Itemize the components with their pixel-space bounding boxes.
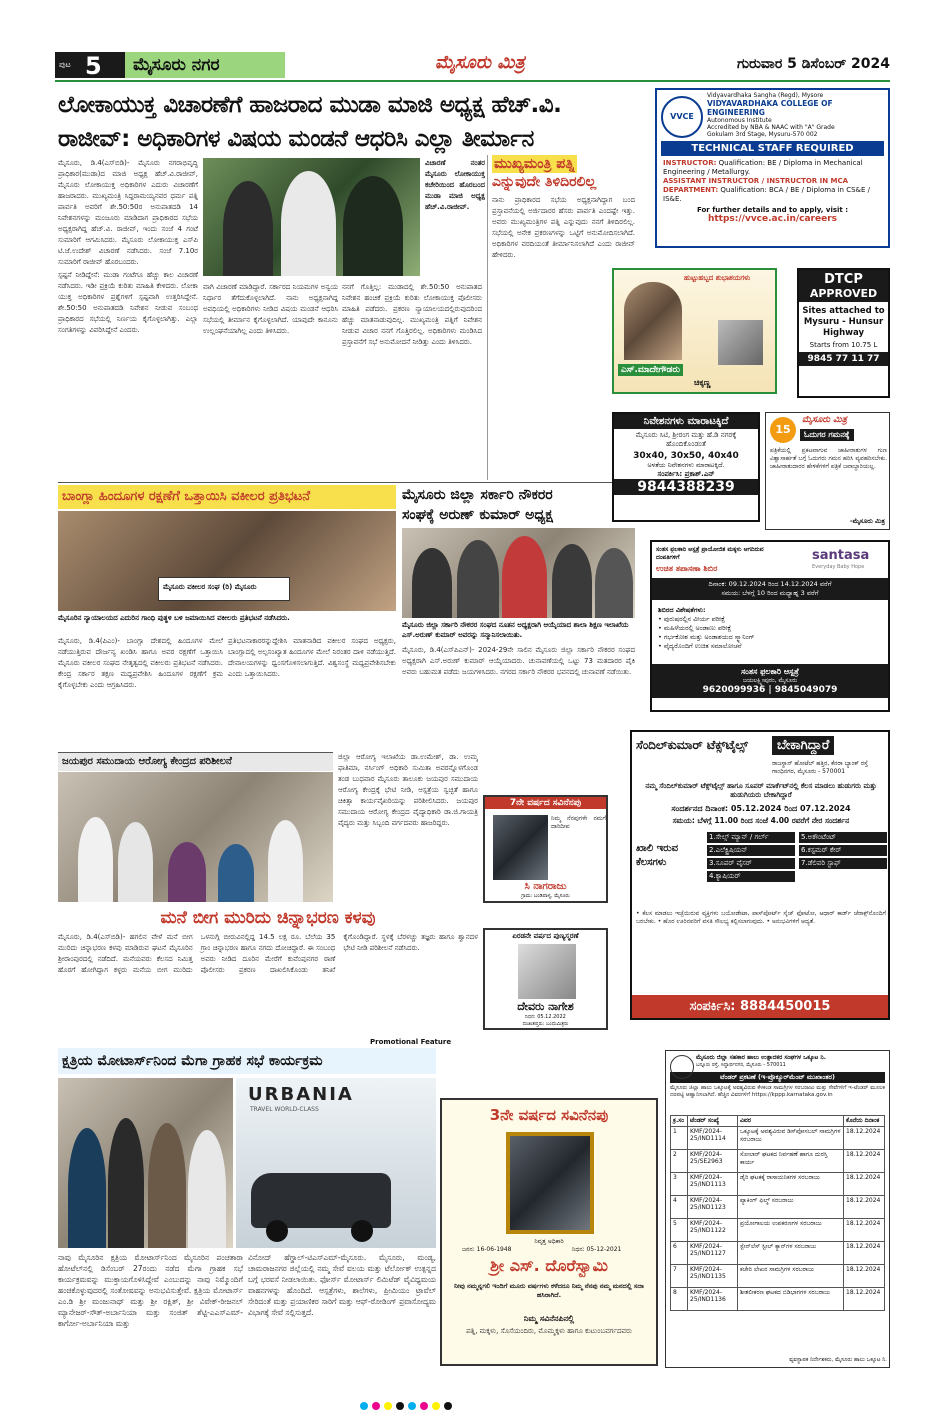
lead-headline: ಲೋಕಾಯುಕ್ತ ವಿಚಾರಣೆಗೆ ಹಾಜರಾದ ಮುಡಾ ಮಾಜಿ ಅಧ್ಯಕ್ಷ ಹೆಚ್.ವಿ. ರಾಜೀವ್: ಅಧಿಕಾರಿಗಳ ವಿಷಯ ಮಂಡನೆ ಆಧರಿಸಿ ಎಲ್ಲಾ ತೀರ್ಮಾನ [58, 92, 562, 152]
arun-caption: ಮೈಸೂರು ಜಿಲ್ಲಾ ಸರ್ಕಾರಿ ನೌಕರರ ಸಂಘದ ನೂತನ ಅಧ್ಯಕ್ಷರಾಗಿ ಆಯ್ಕೆಯಾದ ಶಾಲಾ ಶಿಕ್ಷಣ ಇಲಾಖೆಯ ಎಸ್.ಅರುಣ್ ಕುಮಾರ್ ಅವರನ್ನು ಸನ್ಮಾನಿಸಲಾಯಿತು. [402, 621, 629, 639]
bangla-banner: ಮೈಸೂರು ವಕೀಲರ ಸಂಘ (ರಿ) ಮೈಸೂರು [158, 577, 290, 601]
section-title: ಮೈಸೂರು ನಗರ [125, 52, 285, 78]
page-number-box [55, 52, 125, 78]
obituary-3-frame [506, 1132, 594, 1234]
tender-notice: ಮೈಸೂರು ಜಿಲ್ಲಾ ಸಹಕಾರ ಹಾಲು ಉತ್ಪಾದಕರ ಸಂಘಗಳ ಒಕ್ಕೂಟ ನಿ. ಬನ್ನೂರು ರಸ್ತೆ, ಸಿದ್ದಾರ್ಥನಗರ, ಮೈಸೂರು - 570011 ಟೆಂಡರ್ ಪ್ರಕಟಣೆ (ಇ-ಪ್ರೊಕ್ಯೂರ್‌ಮೆಂಟ್ ಮುಖಾಂತರ) ಮೈಸೂರು ಜಿಲ್ಲಾ ಹಾಲು ಒಕ್ಕೂಟಕ್ಕೆ ಅವಶ್ಯವಿರುವ ಕೆಳಕಂಡ ಸಾಮಗ್ರಿಗಳ ಸರಬರಾಜು ಮತ್ತು ಸೇವೆಗಳಿಗೆ ಇ-ಟೆಂಡರ್ ಮೂಲಕ ದರಪಟ್ಟಿ ಆಹ್ವಾನಿಸಲಾಗಿದೆ. ಹೆಚ್ಚಿನ ವಿವರಗಳಿಗೆ https://kppp.karnataka.gov.in ಕ್ರ.ಸಂ ಟೆಂಡರ್ ಸಂಖ್ಯೆ ವಿವರ ಕೊನೆಯ ದಿನಾಂಕ 1 KMF/2024-25/IND1114 ಒಕ್ಕೂಟಕ್ಕೆ ಅವಶ್ಯವಿರುವ ಡಿಸ್‌ಪೋಸಬಲ್ ಸಾಮಗ್ರಿಗಳ ಸರಬರಾಜು 18.12.2024 2 KMF/2024-25/SE2963 ಸೋಲಾರ್ ಘಟಕದ ನಿರ್ವಹಣೆ ಹಾಗೂ ದುರಸ್ತಿ ಕಾರ್ಯ 18.12.2024 3 KMF/2024-25/IND1113 ಡೈರಿ ಘಟಕಕ್ಕೆ ರಾಸಾಯನಿಕಗಳ ಸರಬರಾಜು 18.12.2024 4 KMF/2024-25/IND1123 ಪ್ಯಾಕಿಂಗ್ ಫಿಲ್ಮ್ ಸರಬರಾಜು 18.12.2024 5 KMF/2024-25/IND1122 ಪ್ರಯೋಗಾಲಯ ಉಪಕರಣಗಳ ಸರಬರಾಜು 18.12.2024 6 KMF/2024-25/IND1127 ಸ್ಟೇನ್‌ಲೆಸ್ ಸ್ಟೀಲ್ ಕ್ಯಾನ್‌ಗಳ ಸರಬರಾಜು 18.12.2024 7 KMF/2024-25/IND1135 ಕಚೇರಿ ಲೇಖನ ಸಾಮಗ್ರಿಗಳ ಸರಬರಾಜು 18.12.2024 8 KMF/2024-25/IND1136 ಶೀತಲೀಕರಣ ಘಟಕದ ಬಿಡಿಭಾಗಗಳ ಸರಬರಾಜು 18.12.2024 ವ್ಯವಸ್ಥಾಪಕ ನಿರ್ದೇಶಕರು, ಮೈಸೂರು ಹಾಲು ಒಕ್ಕೂಟ ನಿ. [665, 1050, 890, 1368]
birthday-photo-2 [718, 320, 763, 365]
table-row: 2 KMF/2024-25/SE2963 ಸೋಲಾರ್ ಘಟಕದ ನಿರ್ವಹಣೆ ಹಾಗೂ ದುರಸ್ತಿ ಕಾರ್ಯ 18.12.2024 [671, 1150, 885, 1173]
divider [58, 482, 635, 483]
ad-santasa: ಸಂತಸ ಫ಼ಲಕಾರಿ ಆಸ್ಪತ್ರೆ ಪ್ರಾಯೋಜಿತ ಮಕ್ಕಳು ಆಗದಿರುವ ದಂಪತಿಗಳಿಗೆ ಉಚಿತ ತಪಾಸಣಾ ಶಿಬಿರ santasa Everyday Baby Hope ದಿನಾಂಕ: 09.12.2024 ರಿಂದ 14.12.2024 ವರೆಗೆ ಸಮಯ: ಬೆಳಗ್ಗೆ 10 ರಿಂದ ಮಧ್ಯಾಹ್ನ 3 ವರೆಗೆ ಶಿಬಿರದ ವಿಶೇಷತೆಗಳು: • ಪುರುಷರಲ್ಲಿನ ವೀರ್ಯ ಪರೀಕ್ಷೆ • ಮಹಿಳೆಯರಲ್ಲಿ ಅಂಡಾಣು ಪರೀಕ್ಷೆ • ಗರ್ಭಕೋಶ ಮತ್ತು ಅಂಡಾಶಯದ ಸ್ಕ್ಯಾನಿಂಗ್ • ವೈದ್ಯರೊಂದಿಗೆ ಉಚಿತ ಸಮಾಲೋಚನೆ ಸಂತಸ ಫ಼ಲಕಾರಿ ಆಸ್ಪತ್ರೆ ಜಯಲಕ್ಷ್ಮೀಪುರಂ, ಮೈಸೂರು 9620099936 | 9845049079 [650, 540, 890, 712]
table-row: 1 KMF/2024-25/IND1114 ಒಕ್ಕೂಟಕ್ಕೆ ಅವಶ್ಯವಿರುವ ಡಿಸ್‌ಪೋಸಬಲ್ ಸಾಮಗ್ರಿಗಳ ಸರಬರಾಜು 18.12.2024 [671, 1127, 885, 1150]
sites-phone[interactable]: 9844388239 [614, 479, 758, 495]
obituary-2: ಏರಡನೇ ವರ್ಷದ ಪುಣ್ಯಸ್ಮರಣೆ ದೇವರು ನಾಗೇಶ ನಿಧನ: 05.12.2022 ದುಃಖತಪ್ತರು: ಬಂಧುಮಿತ್ರರು [483, 928, 608, 1030]
ad-textiles: ಸೆಂದಿಲ್‌ಕುಮಾರ್ ಟೆಕ್ಸ್‌ಟೈಲ್ಸ್ ಬೇಕಾಗಿದ್ದಾರೆ ರಾಜಸ್ಥಾನ್ ಹೋಟೆಲ್ ಹತ್ತಿರ, ಕೆನರಾ ಬ್ಯಾಂಕ್ ರಸ್ತೆ ಗಾಂಧಿನಗರ, ಮೈಸೂರು - 570001 ನಮ್ಮ ಸೆಂದಿಲ್‌ಕುಮಾರ್ ಟೆಕ್ಸ್‌ಟೈಲ್ಸ್ ಹಾಗೂ ಸೂಪರ್ ಮಾರ್ಕೆಟ್‌ನಲ್ಲಿ ಕೆಲಸ ಮಾಡಲು ಹುಡುಗರು ಮತ್ತು ಹುಡುಗಿಯರು ಬೇಕಾಗಿದ್ದಾರೆ ಸಂದರ್ಶನದ ದಿನಾಂಕ: 05.12.2024 ರಿಂದ 07.12.2024 ಸಮಯ: ಬೆಳಗ್ಗೆ 11.00 ರಿಂದ ಸಂಜೆ 4.00 ರವರೆಗೆ ನೇರ ಸಂದರ್ಶನ ಖಾಲಿ ಇರುವ ಕೆಲಸಗಳು 1.ಸೇಲ್ಸ್ ಮ್ಯಾನ್ / ಗರ್ಲ್ 2.ಎಲೆಕ್ಟ್ರಿಷಿಯನ್ 3.ಸೂಪರ್ ವೈಸರ್ 4.ಕ್ಯಾಷಿಯರ್ 5.ಅಕೌಂಟೆಂಟ್ 6.ಕಸ್ಟಮರ್ ಕೇರ್ 7.ಡೆಲಿವರಿ ಸ್ಟಾಫ್ • ಕೆಲಸ ಮಾಡಲು ಇಚ್ಛೆಯಿರುವ ವ್ಯಕ್ತಿಗಳು ಬಯೋಡೇಟಾ, ಪಾಸ್‌ಪೋರ್ಟ್ ಸೈಜ್ ಫೋಟೋ, ಆಧಾರ್ ಕಾರ್ಡ್ ಜೆರಾಕ್ಸ್‌ನೊಂದಿಗೆ ಬರಬೇಕು. • ಹೊರ ಊರಿನವರಿಗೆ ವಸತಿ ಸೌಲಭ್ಯ ಕಲ್ಪಿಸಲಾಗುವುದು. • ಅನುಭವಿಗಳಿಗೆ ಆದ್ಯತೆ. ಸಂಪರ್ಕಿಸಿ: 8884450015 [630, 730, 890, 1020]
obituary-2-photo [518, 944, 576, 999]
birthday-photo [624, 282, 682, 360]
table-row: 8 KMF/2024-25/IND1136 ಶೀತಲೀಕರಣ ಘಟಕದ ಬಿಡಿಭಾಗಗಳ ಸರಬರಾಜು 18.12.2024 [671, 1288, 885, 1311]
masthead-rule [55, 80, 890, 82]
ad-dtcp: DTCP APPROVED Sites attached to Mysuru - Hunsur Highway Starts from 10.75 L 9845 77 11 77 [797, 268, 890, 398]
dtcp-phone[interactable]: 9845 77 11 77 [799, 352, 888, 366]
arun-headline: ಮೈಸೂರು ಜಿಲ್ಲಾ ಸರ್ಕಾರಿ ನೌಕರರ ಸಂಘಕ್ಕೆ ಅರುಣ್ ಕುಮಾರ್ ಅಧ್ಯಕ್ಷ [402, 487, 553, 523]
kshatriya-photo [58, 1078, 233, 1248]
ad-sites: ನಿವೇಶನಗಳು ಮಾರಾಟಕ್ಕಿದೆ ಮೈಸೂರು ಸಿಟಿ, ಶ್ರೀರಂಗ ಮತ್ತು ಹೆ.ಡಿ ನಗರಕ್ಕೆ ಹೊಂದಿಕೊಂಡಂತೆ 30x40, 30x50, 40x40 ಅಳತೆಯ ನಿವೇಶನಗಳು ಮಾರಾಟಕ್ಕಿದೆ. ಸಂಪರ್ಕಿಸಿ: ಪ್ರಕಾಶ್.ಎನ್ 9844388239 [612, 412, 760, 522]
health-headline-bar: ಜಯಪುರ ಸಮುದಾಯ ಆರೋಗ್ಯ ಕೇಂದ್ರದ ಪರಿಶೀಲನೆ [58, 752, 333, 771]
theft-body: ಮೈಸೂರು, ಡಿ.4(ಎಸ್‌ಬಿಡಿ)- ಹಗಲಿನ ವೇಳೆ ಮನೆ ಬೀಗ ಮುರಿದು ಚಿನ್ನಾಭರಣ ಕಳವು ಮಾಡಿರುವ ಘಟನೆ ಮೈಸೂರಿನ ಶ್ರೀರಾಂಪುರದಲ್ಲಿ ನಡೆದಿದೆ. ಮನೆಯವರು ಕೆಲಸದ ನಿಮಿತ್ತ ಹೊರಗೆ ಹೋಗಿದ್ದಾಗ ಕಳ್ಳರು ಮನೆಯ ಬೀಗ ಮುರಿದು ಒಳನುಗ್ಗಿ ಬೀರುವಿನಲ್ಲಿದ್ದ 14.5 ಲಕ್ಷ ರೂ. ಬೆಲೆಯ 35 ಗ್ರಾಂ ಚಿನ್ನಾಭರಣ ಹಾಗೂ ನಗದು ದೋಚಿದ್ದಾರೆ. ಈ ಸಂಬಂಧ ಅವರು ನೀಡಿದ ದೂರಿನ ಮೇರೆಗೆ ಕುವೆಂಪುನಗರ ಠಾಣೆ ಪೊಲೀಸರು ಪ್ರಕರಣ ದಾಖಲಿಸಿಕೊಂಡು ತನಿಖೆ ಕೈಗೊಂಡಿದ್ದಾರೆ. ಸ್ಥಳಕ್ಕೆ ಬೆರಳಚ್ಚು ತಜ್ಞರು ಹಾಗೂ ಶ್ವಾನದಳ ಭೇಟಿ ನೀಡಿ ಪರಿಶೀಲನೆ ನಡೆಸಿದರು. [58, 933, 478, 974]
obituary-1-photo [493, 815, 548, 880]
sidebar-headline: ಮುಖ್ಯಮಂತ್ರಿ ಪತ್ನಿ ಎನ್ನುವುದೇ ತಿಳಿದಿರಲಿಲ್ಲ [492, 156, 597, 190]
bangla-caption: ಮೈಸೂರಿನ ನ್ಯಾಯಾಲಯದ ಎದುರಿನ ಗಾಂಧಿ ಪುತ್ಥಳಿ ಬಳಿ ಜಮಾಯಿಸಿದ ವಕೀಲರು ಪ್ರತಿಭಟನೆ ನಡೆಸಿದರು. [58, 614, 290, 622]
job-list: 1.ಸೇಲ್ಸ್ ಮ್ಯಾನ್ / ಗರ್ಲ್ 2.ಎಲೆಕ್ಟ್ರಿಷಿಯನ್ 3.ಸೂಪರ್ ವೈಸರ್ 4.ಕ್ಯಾಷಿಯರ್ 5.ಅಕೌಂಟೆಂಟ್ 6.ಕಸ್ಟಮರ್ ಕೇರ್ 7.ಡೆಲಿವರಿ ಸ್ಟಾಫ್ [707, 832, 887, 902]
textiles-contact[interactable]: ಸಂಪರ್ಕಿಸಿ: 8884450015 [632, 995, 888, 1018]
tender-logo [670, 1055, 694, 1079]
health-body: ಜಿಲ್ಲಾ ಆರೋಗ್ಯ ಇಲಾಖೆಯ ಡಾ.ಉಮೇಶ್, ಡಾ. ಉಮ್ಮ ಫಾತಿಮಾ, ನರ್ಸಿಂಗ್ ಅಧಿಕಾರಿ ಸುಮಿತಾ ಅವರನ್ನೊಳಗೊಂಡ ತಂಡ ಬುಧವಾರ ಮೈಸೂರು ತಾಲೂಕು ಜಯಪುರ ಸಮುದಾಯ ಆರೋಗ್ಯ ಕೇಂದ್ರಕ್ಕೆ ಭೇಟಿ ನೀಡಿ, ಆಸ್ಪತ್ರೆಯ ಸ್ವಚ್ಛತೆ ಹಾಗೂ ಚಿಕಿತ್ಸಾ ಕಾರ್ಯವೈಖರಿಯನ್ನು ಪರಿಶೀಲಿಸಿದರು. ಜಯಪುರ ಸಮುದಾಯ ಆರೋಗ್ಯ ಕೇಂದ್ರದ ವೈದ್ಯಾಧಿಕಾರಿ ಡಾ.ಜಿ.ಗಾಯತ್ರಿ ವೈದ್ಯರು ಮತ್ತು ಸಿಬ್ಬಂದಿ ವರ್ಗದವರು ಹಾಜರಿದ್ದರು. [338, 753, 478, 827]
santasa-phones[interactable]: 9620099936 | 9845049079 [702, 685, 838, 695]
ad-vvce: Vidyavardhaka Sangha (Regd), Mysore VVCE VIDYAVARDHAKA COLLEGE OF ENGINEERING Autonomous Institute Accredited by NBA & NAAC with "A" Grade Gokulam 3rd Stage, Mysuru-570 002 TECHNICAL STAFF REQUIRED INSTRUCTOR: Qualification: BE / Diploma in Mechanical Engineering / Metallurgy. ASSISTANT INSTRUCTOR / INSTRUCTOR IN MCA DEPARTMENT: Qualification: BCA / BE / Diploma in CS&E / IS&E. For further details and to apply, visit : https://vvce.ac.in/careers [655, 88, 890, 248]
theft-headline: ಮನೆ ಬೀಗ ಮುರಿದು ಚಿನ್ನಾಭರಣ ಕಳವು [160, 908, 376, 928]
lead-body-col3: ನನಗೆ ಗೊತ್ತಿಲ್ಲ: ಮುಡಾದಲ್ಲಿ ಶೇ.50:50 ಅನುಪಾತದ ನಿವೇಶನ ಹಂಚಿಕೆ ಪ್ರಕ್ರಿಯೆ ಕುರಿತು ಲೋಕಾಯುಕ್ತ ಪೊಲೀಸರು ಮಾಹಿತಿ ಪಡೆದರು. ಪ್ರಕರಣ ನ್ಯಾಯಾಲಯದಲ್ಲಿರುವುದರಿಂದ ಹೆಚ್ಚು ಮಾತನಾಡುವುದಿಲ್ಲ. ಮುಖ್ಯಮಂತ್ರಿ ಪತ್ನಿಗೆ ನಿವೇಶನ ನೀಡುವ ವಿಚಾರ ನನಗೆ ಗೊತ್ತಿರಲಿಲ್ಲ. ಅಧಿಕಾರಿಗಳು ಮಂಡಿಸಿದ ಪ್ರಸ್ತಾವನೆಗೆ ಸಭೆ ಅನುಮೋದನೆ ನೀಡಿತ್ತು ಎಂದು ತಿಳಿಸಿದರು. [342, 283, 482, 346]
obituary-3: 3ನೇ ವರ್ಷದ ಸವಿನೆನಪು ನಿವೃತ್ತ ಅಧಿಕಾರಿ ಜನನ: 16-06-1948 ನಿಧನ: 05-12-2021 ಶ್ರೀ ಎಸ್. ದೊರೆಸ್ವಾಮಿ ನೀವು ನಮ್ಮನ್ನಗಲಿ ಇಂದಿಗೆ ಮೂರು ವರ್ಷಗಳು ಕಳೆದರೂ ನಿಮ್ಮ ನೆನಪು ನಮ್ಮ ಮನದಲ್ಲಿ ಸದಾ ಹಸಿರಾಗಿದೆ. ನಿಮ್ಮ ಸವಿನೆನಪಿನಲ್ಲಿ ಪತ್ನಿ, ಮಕ್ಕಳು, ಸೊಸೆಯಂದಿರು, ಮೊಮ್ಮಕ್ಕಳು ಹಾಗೂ ಕುಟುಂಬವರ್ಗದವರು [440, 1098, 658, 1366]
table-row: 6 KMF/2024-25/IND1127 ಸ್ಟೇನ್‌ಲೆಸ್ ಸ್ಟೀಲ್ ಕ್ಯಾನ್‌ಗಳ ಸರಬರಾಜು 18.12.2024 [671, 1242, 885, 1265]
print-registration-marks [360, 1402, 590, 1410]
table-row: 5 KMF/2024-25/IND1122 ಪ್ರಯೋಗಾಲಯ ಉಪಕರಣಗಳ ಸರಬರಾಜು 18.12.2024 [671, 1219, 885, 1242]
arun-photo [402, 528, 635, 618]
sidebar-body: ನಾನು ಪ್ರಾಧಿಕಾರದ ಸಭೆಯ ಅಧ್ಯಕ್ಷನಾಗಿದ್ದಾಗ ಬಂದ ಪ್ರಸ್ತಾವನೆಯಲ್ಲಿ ಅರ್ಜಿದಾರರ ಹೆಸರು ಪಾರ್ವತಿ ಎಂದಷ್ಟೇ ಇತ್ತು. ಅವರು ಮುಖ್ಯಮಂತ್ರಿಗಳ ಪತ್ನಿ ಎನ್ನುವುದು ನನಗೆ ತಿಳಿದಿರಲಿಲ್ಲ. ಸಭೆಯಲ್ಲಿ ಅನೇಕ ಪ್ರಕರಣಗಳನ್ನು ಒಟ್ಟಿಗೆ ಅನುಮೋದಿಸಲಾಗಿದೆ. ಅಧಿಕಾರಿಗಳ ವರದಿಯಂತೆ ತೀರ್ಮಾನಿಸಲಾಗಿದೆ ಎಂದು ರಾಜೀವ್ ಹೇಳಿದರು. [492, 196, 635, 259]
table-row: 7 KMF/2024-25/IND1135 ಕಚೇರಿ ಲೇಖನ ಸಾಮಗ್ರಿಗಳ ಸರಬರಾಜು 18.12.2024 [671, 1265, 885, 1288]
arun-body: ಮೈಸೂರು, ಡಿ.4(ಎಸ್‌ಪಿಎನ್)- 2024-29ನೇ ಸಾಲಿನ ಮೈಸೂರು ಜಿಲ್ಲಾ ಸರ್ಕಾರಿ ನೌಕರರ ಸಂಘದ ಅಧ್ಯಕ್ಷರಾಗಿ ಎಸ್.ಅರುಣ್ ಕುಮಾರ್ ಆಯ್ಕೆಯಾದರು. ಚುನಾವಣೆಯಲ್ಲಿ ಒಟ್ಟು 73 ಮತದಾರರ ಪೈಕಿ ಅವರು ಬಹುಮತ ಪಡೆದು ಜಯಗಳಿಸಿದರು. ನಗರದ ಸರ್ಕಾರಿ ನೌಕರರ ಭವನದಲ್ಲಿ ಚುನಾವಣೆ ನಡೆಯಿತು. [402, 646, 635, 676]
bangla-photo [58, 511, 396, 611]
table-row: 3 KMF/2024-25/IND1113 ಡೈರಿ ಘಟಕಕ್ಕೆ ರಾಸಾಯನಿಕಗಳ ಸರಬರಾಜು 18.12.2024 [671, 1173, 885, 1196]
bangla-body: ಮೈಸೂರು, ಡಿ.4(ಪಿಎಂ)- ಬಾಂಗ್ಲಾ ದೇಶದಲ್ಲಿ ಹಿಂದೂಗಳ ಮೇಲೆ ನಡೆಯುತ್ತಿರುವ ದೌರ್ಜನ್ಯ ಖಂಡಿಸಿ ಹಾಗೂ ಅವರ ರಕ್ಷಣೆಗೆ ಒತ್ತಾಯಿಸಿ ಮೈಸೂರು ವಕೀಲರ ಸಂಘದ ನೇತೃತ್ವದಲ್ಲಿ ವಕೀಲರು ಪ್ರತಿಭಟನೆ ನಡೆಸಿದರು. ಕೇಂದ್ರ ಸರ್ಕಾರ ತಕ್ಷಣ ಮಧ್ಯಪ್ರವೇಶಿಸಿ ಹಿಂದೂಗಳ ರಕ್ಷಣೆಗೆ ಕ್ರಮ ಕೈಗೊಳ್ಳಬೇಕು ಎಂದು ಆಗ್ರಹಿಸಿದರು. [58, 637, 223, 689]
bangla-body-2: ಪ್ರತಿಭಟನಾಕಾರರನ್ನುದ್ದೇಶಿಸಿ ಮಾತನಾಡಿದ ವಕೀಲರ ಸಂಘದ ಅಧ್ಯಕ್ಷರು, ಬಾಂಗ್ಲಾದಲ್ಲಿ ಅಲ್ಪಸಂಖ್ಯಾತ ಹಿಂದೂಗಳ ಮೇಲೆ ನಿರಂತರ ದಾಳಿ ನಡೆಯುತ್ತಿದೆ. ದೇವಾಲಯಗಳನ್ನು ಧ್ವಂಸಗೊಳಿಸಲಾಗುತ್ತಿದೆ. ವಿಶ್ವಸಂಸ್ಥೆ ಮಧ್ಯಪ್ರವೇಶಿಸಬೇಕು ಎಂದು ಒತ್ತಾಯಿಸಿದರು. [228, 637, 396, 678]
mitra-badge: 15 [770, 417, 796, 443]
paper-name: ಮೈಸೂರು ಮಿತ್ರ [435, 52, 525, 73]
masthead [55, 50, 890, 80]
table-row: 4 KMF/2024-25/IND1123 ಪ್ಯಾಕಿಂಗ್ ಫಿಲ್ಮ್ ಸರಬರಾಜು 18.12.2024 [671, 1196, 885, 1219]
urbania-ad: URBANIA TRAVEL WORLD-CLASS [236, 1078, 436, 1248]
page-number: 5 [85, 52, 102, 80]
bangla-headline-bar: ಬಾಂಗ್ಲಾ ಹಿಂದೂಗಳ ರಕ್ಷಣೆಗೆ ಒತ್ತಾಯಿಸಿ ವಕೀಲರ ಪ್ರತಿಭಟನೆ [58, 485, 396, 509]
lead-body-col2: ವಾಗಿ ವಿಚಾರಣೆ ಮಾಡಿದ್ದಾರೆ. ಸರ್ಕಾರದ ನಿಯಮಗಳ ಅನ್ವಯ ನಿರ್ಧಾರ ತೆಗೆದುಕೊಳ್ಳಲಾಗಿದೆ. ನಾನು ಅಧ್ಯಕ್ಷನಾಗಿದ್ದ ಅವಧಿಯಲ್ಲಿ ಅಧಿಕಾರಿಗಳು ನೀಡಿದ ವಿಷಯ ಮಂಡನೆ ಆಧರಿಸಿ ಸಭೆಯಲ್ಲಿ ತೀರ್ಮಾನ ಕೈಗೊಳ್ಳಲಾಗಿದೆ. ಯಾವುದೇ ಕಾನೂನು ಉಲ್ಲಂಘನೆಯಾಗಿಲ್ಲ ಎಂದು ತಿಳಿಸಿದರು. [203, 283, 338, 335]
lead-photo [203, 158, 420, 276]
promo-label: Promotional Feature [370, 1038, 452, 1046]
issue-date: ಗುರುವಾರ 5 ಡಿಸೆಂಬರ್ 2024 [737, 56, 890, 72]
kshatriya-body-2: ವಿನೋದ್ ಹೆಗ್ಡಾಲ್-ಟಿಎಸ್‌ಎಮ್-ಮೈಸೂರು. ಮೈಸೂರು, ಮಂಡ್ಯ, ಚಾಮರಾಜನಗರ ಜಿಲ್ಲೆಯಲ್ಲಿ ನಮ್ಮ ಸೇವೆ ವಲಯ ಮತ್ತು ಟೆರ್ಲೋಕ್ ಉತ್ಪನ್ನದ ಬಗ್ಗೆ ಭರವಸೆ ನೀಡಲಾಯಿತು. ಫೋರ್ಸ್ ಮೋಟಾರ್ಸ್ ಲಿಮಿಟೆಡ್ ವೈವಿಧ್ಯಮಯ ವಾಹನಗಳನ್ನು ಹೊಂದಿದೆ. ಆಸ್ಪತ್ರೆಗಳು, ಶಾಲೆಗಳು, ಪ್ರೀಮಿಯಂ ಟ್ರಾವೆಲ್ ಸೇರಿದಂತೆ ಮತ್ತು ಪ್ರಯಾಣಿಕರ ಸಾರಿಗೆ ಮತ್ತು ಆಫ್-ರೋಡಿಂಗ್ ಪ್ರವಾಸೋದ್ಯಮ ವಿಭಾಗಕ್ಕೆ ಸೇವೆ ಸಲ್ಲಿಸುತ್ತದೆ. [248, 1253, 436, 1317]
health-photo [58, 772, 333, 902]
lead-photo-caption: ವಿಚಾರಣೆ ನಂತರ ಮೈಸೂರು ಲೋಕಾಯುಕ್ತ ಕಚೇರಿಯಿಂದ ಹೊರಬಂದ ಮುಡಾ ಮಾಜಿ ಅಧ್ಯಕ್ಷ ಹೆಚ್.ವಿ.ರಾಜೀವ್. [425, 159, 485, 211]
ad-birthday: ಹುಟ್ಟುಹಬ್ಬದ ಶುಭಾಶಯಗಳು ಎಸ್.ಮಾದೇಗೌಡರು ಚಿಕ್ಕಣ್ಣ [612, 268, 777, 394]
vvce-logo: VVCE [661, 96, 703, 138]
lead-body-col1: ಮೈಸೂರು, ಡಿ.4(ಎಸ್‌ಬಿಡಿ)- ಮೈಸೂರು ನಗರಾಭಿವೃದ್ಧಿ ಪ್ರಾಧಿಕಾರ(ಮುಡಾ)ದ ಮಾಜಿ ಅಧ್ಯಕ್ಷ ಹೆಚ್.ವಿ.ರಾಜೀವ್, ಮೈಸೂರು ಲೋಕಾಯುಕ್ತ ಅಧಿಕಾರಿಗಳ ಎದುರು ವಿಚಾರಣೆಗೆ ಹಾಜರಾದರು. ಮುಖ್ಯಮಂತ್ರಿ ಸಿದ್ದರಾಮಯ್ಯನವರ ಧರ್ಮ ಪತ್ನಿ ಪಾರ್ವತಿ ಅವರಿಗೆ ಶೇ.50:50ರ ಅನುಪಾತದಡಿ 14 ನಿವೇಶನಗಳನ್ನು ಮಂಜೂರು ಮಾಡಿದಾಗ ಪ್ರಾಧಿಕಾರದ ಸಭೆಯ ಅಧ್ಯಕ್ಷರಾಗಿದ್ದ ಹೆಚ್.ವಿ. ರಾಜೀವ್, ಇಂದು ಸಂಜೆ 4 ಗಂಟೆ ಸುಮಾರಿಗೆ ಆಗಮಿಸಿದರು. ಮೈಸೂರು ಲೋಕಾಯುಕ್ತ ಎಸ್‌ಪಿ ಟಿ.ಜೆ.ಉದೇಶ್ ವಿಚಾರಣೆ ನಡೆಸಿದರು. ಸಂಜೆ 7.10ರ ಸುಮಾರಿಗೆ ರಾಜೀವ್ ಹೊರಬಂದರು. ಸ್ಪಷ್ಟನೆ ನೀಡಿದ್ದೇನೆ: ಮುಡಾ ಗಂಟೆಗೂ ಹೆಚ್ಚು ಕಾಲ ವಿಚಾರಣೆ ನಡೆಸಿದರು. ಇಡೀ ಪ್ರಕ್ರಿಯೆ ಕುರಿತು ಮಾಹಿತಿ ಕೇಳಿದರು. ಲೋಕಾ ಯುಕ್ತ ಅಧಿಕಾರಿಗಳ ಪ್ರಶ್ನೆಗಳಿಗೆ ಸ್ಪಷ್ಟವಾಗಿ ಉತ್ತರಿಸಿದ್ದೇನೆ. ಶೇ.50:50 ಅನುಪಾತದಡಿ ನಿವೇಶನ ನೀಡುವ ಸಂಬಂಧ ಪ್ರಾಧಿಕಾರದ ಸಭೆಯಲ್ಲಿ ನಿರ್ಣಯ ಕೈಗೊಳ್ಳಲಾಗಿತ್ತು. ಎಲ್ಲಾ ಸಂಗತಿಗಳನ್ನು ವಿವರಿಸಿದ್ದೇನೆ ಎಂದರು. [58, 159, 198, 334]
ad-mitra-notice: 15 ಮೈಸೂರು ಮಿತ್ರ ಓದುಗರ ಗಮನಕ್ಕೆ ಪತ್ರಿಕೆಯಲ್ಲಿ ಪ್ರಕಟವಾಗುವ ಜಾಹೀರಾತುಗಳ ಗುಣ ವಿಶ್ವಾಸಾರ್ಹತೆ ಬಗ್ಗೆ ಓದುಗರು ಗಮನ ಹರಿಸಿ ವ್ಯವಹರಿಸಬೇಕು. ಜಾಹೀರಾತುದಾರರ ಹೇಳಿಕೆಗಳಿಗೆ ಪತ್ರಿಕೆ ಜವಾಬ್ದಾರಿಯಲ್ಲ. -ಮೈಸೂರು ಮಿತ್ರ [765, 412, 890, 530]
tender-table: ಕ್ರ.ಸಂ ಟೆಂಡರ್ ಸಂಖ್ಯೆ ವಿವರ ಕೊನೆಯ ದಿನಾಂಕ 1 KMF/2024-25/IND1114 ಒಕ್ಕೂಟಕ್ಕೆ ಅವಶ್ಯವಿರುವ ಡಿಸ್‌ಪೋಸಬಲ್ ಸಾಮಗ್ರಿಗಳ ಸರಬರಾಜು 18.12.2024 2 KMF/2024-25/SE2963 ಸೋಲಾರ್ ಘಟಕದ ನಿರ್ವಹಣೆ ಹಾಗೂ ದುರಸ್ತಿ ಕಾರ್ಯ 18.12.2024 3 KMF/2024-25/IND1113 ಡೈರಿ ಘಟಕಕ್ಕೆ ರಾಸಾಯನಿಕಗಳ ಸರಬರಾಜು 18.12.2024 4 KMF/2024-25/IND1123 ಪ್ಯಾಕಿಂಗ್ ಫಿಲ್ಮ್ ಸರಬರಾಜು 18.12.2024 5 KMF/2024-25/IND1122 ಪ್ರಯೋಗಾಲಯ ಉಪಕರಣಗಳ ಸರಬರಾಜು 18.12.2024 6 KMF/2024-25/IND1127 ಸ್ಟೇನ್‌ಲೆಸ್ ಸ್ಟೀಲ್ ಕ್ಯಾನ್‌ಗಳ ಸರಬರಾಜು 18.12.2024 7 KMF/2024-25/IND1135 ಕಚೇರಿ ಲೇಖನ ಸಾಮಗ್ರಿಗಳ ಸರಬರಾಜು 18.12.2024 8 KMF/2024-25/IND1136 ಶೀತಲೀಕರಣ ಘಟಕದ ಬಿಡಿಭಾಗಗಳ ಸರಬರಾಜು 18.12.2024 [670, 1115, 885, 1311]
vvce-url[interactable]: https://vvce.ac.in/careers [707, 214, 838, 224]
van-graphic [251, 1173, 391, 1228]
obituary-1: 7ನೇ ವರ್ಷದ ಸವಿನೆನಪು ನಿಮ್ಮ ನೆನಪುಗಳೇ ನಮಗೆ ದಾರಿದೀಪ ಸಿ ನಾಗರಾಜು ಗ್ರಾಮ: ಬಂಡಿಪಾಳ್ಯ, ಮೈಸೂರು [483, 795, 608, 903]
kshatriya-headline: ಕ್ಷತ್ರಿಯ ಮೋಟಾರ್ಸ್‌ನಿಂದ ಮೆಗಾ ಗ್ರಾಹಕ ಸಭೆ ಕಾರ್ಯಕ್ರಮ [58, 1048, 436, 1074]
kshatriya-body-1: ನಾವು ಮೈಸೂರಿನ ಕ್ಷತ್ರಿಯ ಮೋಟಾರ್ಸ್‌ನಿಂದ ಮೈಸೂರಿನ ಪಂಚತಾರಾ ಹೋಟೆಲ್‌ನಲ್ಲಿ ಡಿಸೆಂಬರ್ 27ರಂದು ನಡೆದ ಮೆಗಾ ಗ್ರಾಹಕ ಸಭೆ ಕಾರ್ಯಕ್ರಮವನ್ನು ಮುಕ್ತಾಯಗೊಳಿಸಿದ್ದೇವೆ ಎಂಬುದನ್ನು ನಾವು ನಿಮ್ಮೊಂದಿಗೆ ಹಂಚಿಕೊಳ್ಳುವುದರಲ್ಲಿ ಸಂತೋಷವನ್ನು ಅನುಭವಿಸುತ್ತೇವೆ. ಕ್ಷತ್ರಿಯ ಮೋಟಾರ್ಸ್ ಎಂ.ಡಿ ಶ್ರೀ ಮಂಜುನಾಥ್ ಮತ್ತು ಶ್ರೀ ರಕ್ಷಿತ್, ಶ್ರೀ ವಿವೇಕ್-ರೀಜನಲ್ ಮ್ಯಾನೇಜರ್-ಸೌತ್-ಅರ್ಬಾನಿಯಾ ಮತ್ತು ಸಂಜಿತ್ ಶೆಟ್ಟಿ-ಎಎಸ್‌ಎಮ್-ಕಾರ್ಗೋ-ಅರ್ಬಾನಿಯಾ ಮತ್ತು [58, 1253, 243, 1328]
page-label: ಪುಟ [59, 60, 71, 69]
santasa-logo: santasa [812, 548, 870, 563]
